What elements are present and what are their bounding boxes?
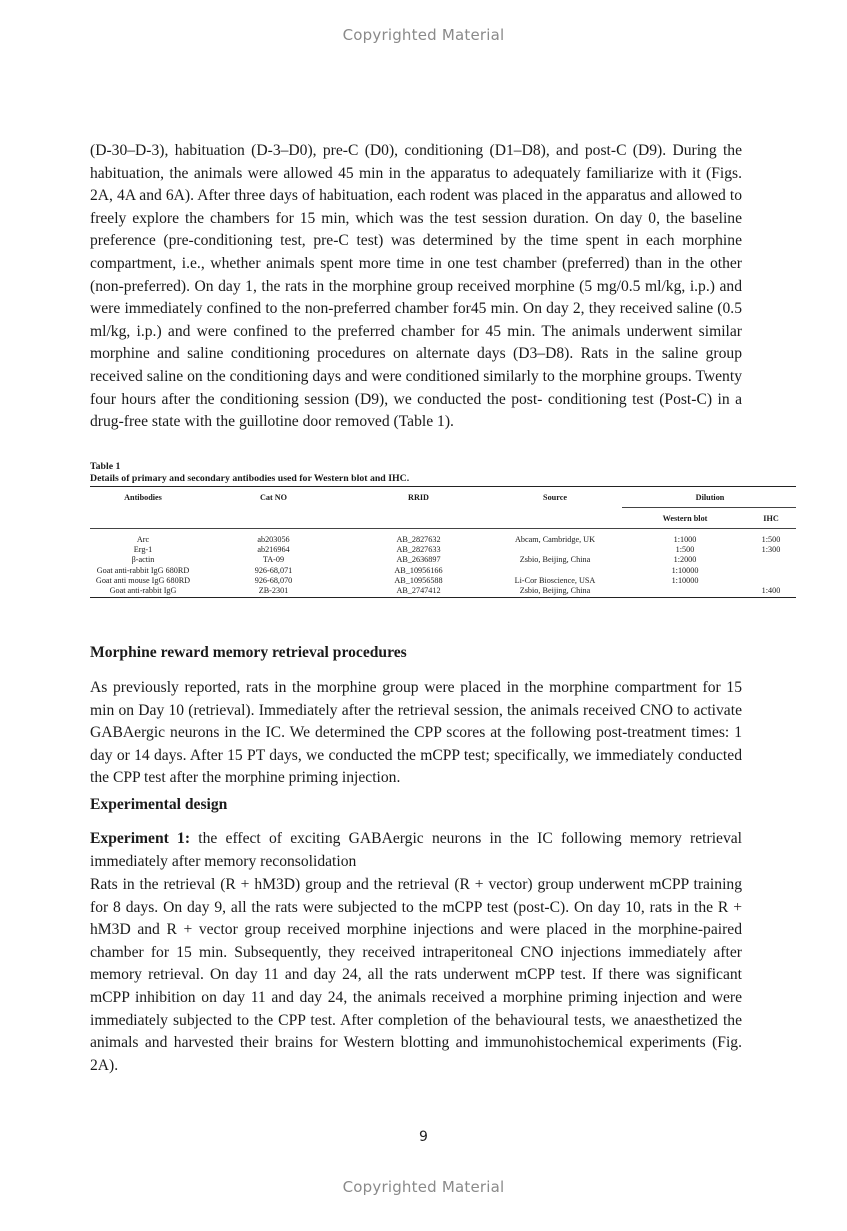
experiment-1-label: Experiment 1: — [90, 830, 191, 847]
cell-antibody: Goat anti-rabbit IgG 680RD — [96, 565, 190, 575]
table-bottom-rule — [90, 597, 796, 598]
table-row — [90, 545, 796, 555]
cell-antibody: Goat anti mouse IgG 680RD — [95, 575, 191, 585]
cell-ihc: 1:300 — [761, 545, 781, 555]
experiment-1-paragraph: Rats in the retrieval (R + hM3D) group and the retrieval (R + vector) group underwent mCPP training for 8 days. On day 9, all the rats were subjected to the mCPP test (post-C). On day 10, rats in the R + hM3D and R + vector group received morphine injections and were placed in the morphine-paired chamber for 15 min. Subsequently, they received intraperitoneal CNO injections immediately after memory retrieval. On day 11 and day 24, all the rats underwent mCPP test. If there was significant mCPP inhibition on day 11 and day 24, the animals received a morphine priming injection and were immediately subjected to the CPP test. After completion of the behavioural tests, we anaesthetized the animals and harvested their brains for Western blotting and immunohistochemical experiments (Fig. 2A). — [90, 876, 742, 1074]
cell-source: Li-Cor Bioscience, USA — [514, 575, 596, 585]
col-header-antibodies: Antibodies — [124, 492, 162, 502]
antibody-table-subheader — [90, 508, 796, 528]
retrieval-paragraph: As previously reported, rats in the morphine group were placed in the morphine compartment for 15 min on Day 10 (retrieval). Immediately after the retrieval session, the animals received CNO to activate GABAergic neurons in the IC. We determined the CPP scores at the following post-treatment times: 1 day or 14 days. After 15 PT days, we conducted the mCPP test; specifically, we immediately conducted the CPP test after the morphine priming injection. — [90, 679, 742, 787]
section-heading-retrieval: Morphine reward memory retrieval procedures — [90, 644, 407, 661]
cell-antibody: Goat anti-rabbit IgG — [109, 586, 177, 596]
cell-ihc: 1:500 — [761, 535, 781, 544]
table-row — [90, 566, 796, 576]
col-header-source: Source — [543, 492, 567, 502]
cell-western-blot: 1:2000 — [673, 555, 697, 565]
table-row — [90, 576, 796, 586]
cell-rrid: AB_2636897 — [396, 555, 441, 565]
cell-rrid: AB_2827633 — [396, 545, 441, 555]
cell-ihc — [746, 566, 796, 576]
cell-western-blot: 1:1000 — [673, 535, 697, 544]
cell-source — [486, 545, 624, 555]
table-row — [90, 555, 796, 565]
antibody-table-body — [90, 529, 796, 596]
cell-western-blot: 1:10000 — [671, 565, 699, 575]
table-caption: Details of primary and secondary antibodies used for Western blot and IHC. — [90, 473, 410, 484]
cell-cat-no: ab203056 — [257, 535, 290, 544]
cell-ihc — [746, 576, 796, 586]
section-heading-design: Experimental design — [90, 796, 228, 813]
cell-cat-no: ab216964 — [257, 545, 290, 555]
cell-antibody: Arc — [136, 535, 150, 544]
cell-rrid: AB_10956166 — [394, 565, 443, 575]
cell-rrid: AB_10956588 — [394, 575, 443, 585]
page-number: 9 — [419, 1129, 428, 1145]
experiment-1-statement — [90, 828, 742, 873]
cell-antibody: β-actin — [131, 555, 155, 565]
col-header-cat-no: Cat NO — [259, 492, 288, 502]
cell-source: Zsbio, Beijing, China — [519, 555, 591, 565]
cell-antibody: Erg-1 — [133, 545, 153, 555]
intro-paragraph: (D-30–D-3), habituation (D-3–D0), pre-C (D0), conditioning (D1–D8), and post-C (D9). During the habituation, the animals were allowed 45 min in the apparatus to adequately familiarize with it (Figs. 2A, 4A and 6A). After three days of habituation, each rodent was placed in the apparatus and allowed to freely explore the chambers for 15 min, which was the test session duration. On day 0, the baseline preference (pre-conditioning test, pre-C test) was determined by the time spent in each morphine compartment, i.e., whether animals spent more time in one test chamber (preferred) than in the other (non-preferred). On day 1, the rats in the morphine group received morphine (5 mg/0.5 ml/kg, i.p.) and were immediately confined to the non-preferred chamber for45 min. On day 2, they received saline (0.5 ml/kg, i.p.) and were confined to the preferred chamber for 45 min. The animals underwent similar morphine and saline conditioning procedures on alternate days (D3–D8). Rats in the saline group received saline on the conditioning days and were conditioned similarly to the morphine groups. Twenty four hours after the conditioning session (D9), we conducted the post- conditioning test (Post-C) in a drug-free state with the guillotine door removed (Table 1). — [90, 142, 742, 431]
table-row — [90, 529, 796, 545]
cell-source — [486, 566, 624, 576]
cell-cat-no: ZB-2301 — [258, 586, 289, 596]
cell-cat-no: TA-09 — [262, 555, 285, 565]
col-header-dilution: Dilution — [695, 492, 725, 502]
col-header-rrid: RRID — [408, 492, 429, 502]
cell-ihc: 1:400 — [761, 586, 781, 596]
antibody-table-block — [90, 461, 796, 598]
cell-source: Abcam, Cambridge, UK — [514, 535, 596, 544]
copyright-watermark-top: Copyrighted Material — [342, 26, 505, 44]
table-row — [90, 586, 796, 596]
col-header-ihc: IHC — [763, 513, 779, 523]
copyright-watermark-bottom: Copyrighted Material — [342, 1178, 505, 1196]
cell-source: Zsbio, Beijing, China — [519, 586, 591, 596]
cell-cat-no: 926-68,071 — [254, 565, 293, 575]
cell-rrid: AB_2747412 — [396, 586, 441, 596]
cell-western-blot — [624, 586, 746, 596]
cell-rrid: AB_2827632 — [396, 535, 441, 544]
table-title: Table 1 — [90, 461, 121, 472]
cell-ihc — [746, 555, 796, 565]
cell-cat-no: 926-68,070 — [254, 575, 293, 585]
cell-western-blot: 1:10000 — [671, 575, 699, 585]
cell-western-blot: 1:500 — [675, 545, 695, 555]
antibody-table — [90, 487, 796, 507]
experiment-1-description: the effect of exciting GABAergic neurons in the IC following memory retrieval immediately after memory reconsolidation — [90, 830, 742, 870]
col-header-western-blot: Western blot — [662, 513, 708, 523]
